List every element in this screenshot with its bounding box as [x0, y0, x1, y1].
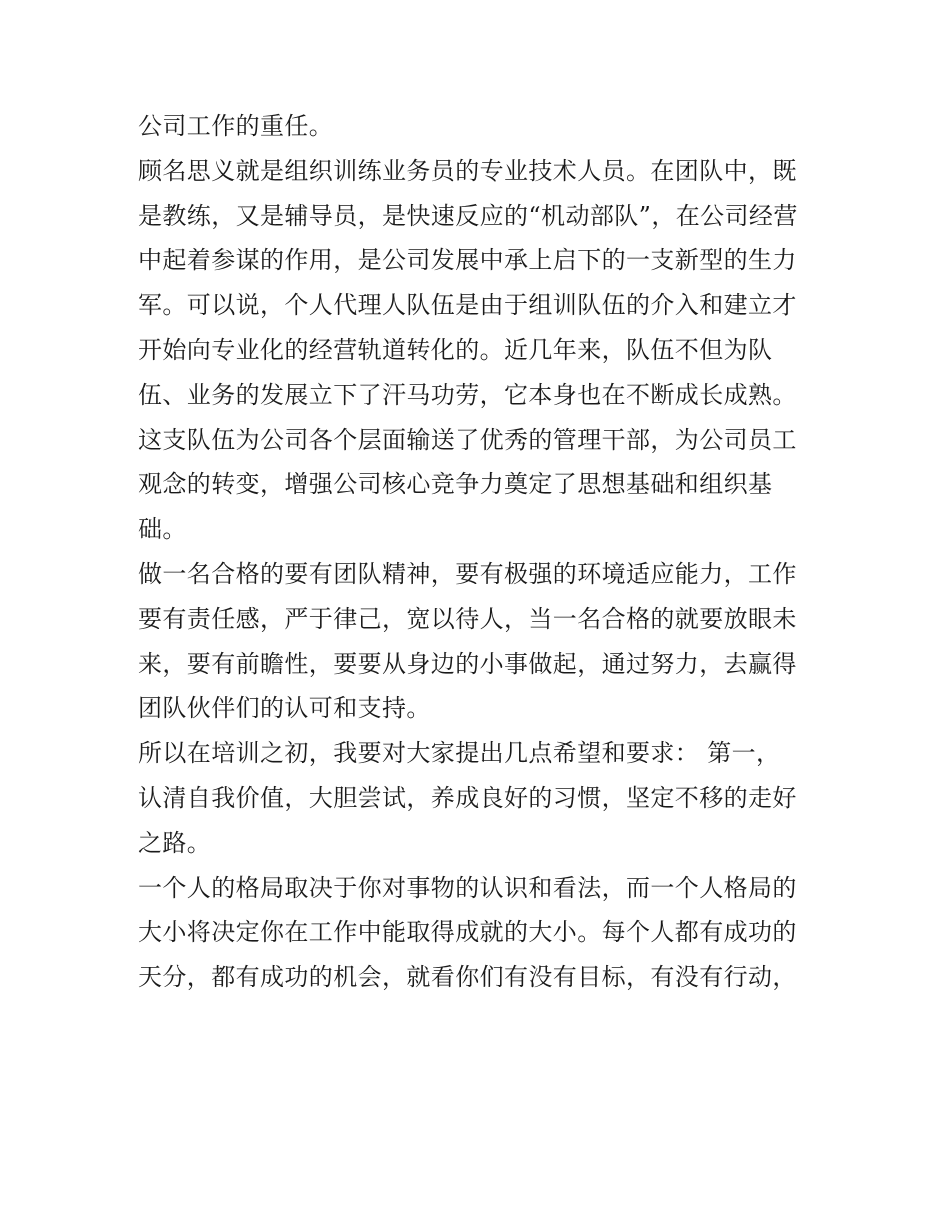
text-line: 这支队伍为公司各个层面输送了优秀的管理干部，为公司员工: [138, 425, 797, 454]
text-line: 大小将决定你在工作中能取得成就的大小。每个人都有成功的: [138, 918, 797, 947]
text-line: 认清自我价值，大胆尝试，养成良好的习惯，坚定不移的走好: [138, 783, 797, 812]
text-line: 天分，都有成功的机会，就看你们有没有目标，有没有行动，: [138, 963, 797, 992]
document-body: [138, 104, 828, 1000]
text-line: 是教练，又是辅导员，是快速反应的“机动部队”，在公司经营: [138, 201, 798, 230]
text-line: 所以在培训之初，我要对大家提出几点希望和要求： 第一，: [138, 739, 781, 768]
text-line: 公司工作的重任。: [138, 112, 334, 140]
text-line: 观念的转变，增强公司核心竞争力奠定了思想基础和组织基: [138, 470, 773, 499]
text-line: 开始向专业化的经营轨道转化的。近几年来，队伍不但为队: [138, 335, 773, 364]
text-line: 一个人的格局取决于你对事物的认识和看法，而一个人格局的: [138, 873, 797, 902]
text-line: 团队伙伴们的认可和支持。: [138, 694, 431, 723]
text-line: 础。: [138, 515, 187, 544]
text-line: 要有责任感，严于律己，宽以待人，当一名合格的就要放眼未: [138, 604, 797, 633]
text-line: 来，要有前瞻性，要要从身边的小事做起，通过努力，去赢得: [138, 649, 797, 678]
text-line: 之路。: [138, 828, 212, 857]
text-line: 伍、业务的发展立下了汗马功劳，它本身也在不断成长成熟。: [138, 380, 797, 409]
text-line: 中起着参谋的作用，是公司发展中承上启下的一支新型的生力: [138, 246, 797, 275]
text-line: 做一名合格的要有团队精神，要有极强的环境适应能力，工作: [138, 559, 797, 588]
text-line: 军。可以说，个人代理人队伍是由于组训队伍的介入和建立才: [138, 291, 797, 320]
text-line: 顾名思义就是组织训练业务员的专业技术人员。在团队中，既: [138, 156, 797, 185]
